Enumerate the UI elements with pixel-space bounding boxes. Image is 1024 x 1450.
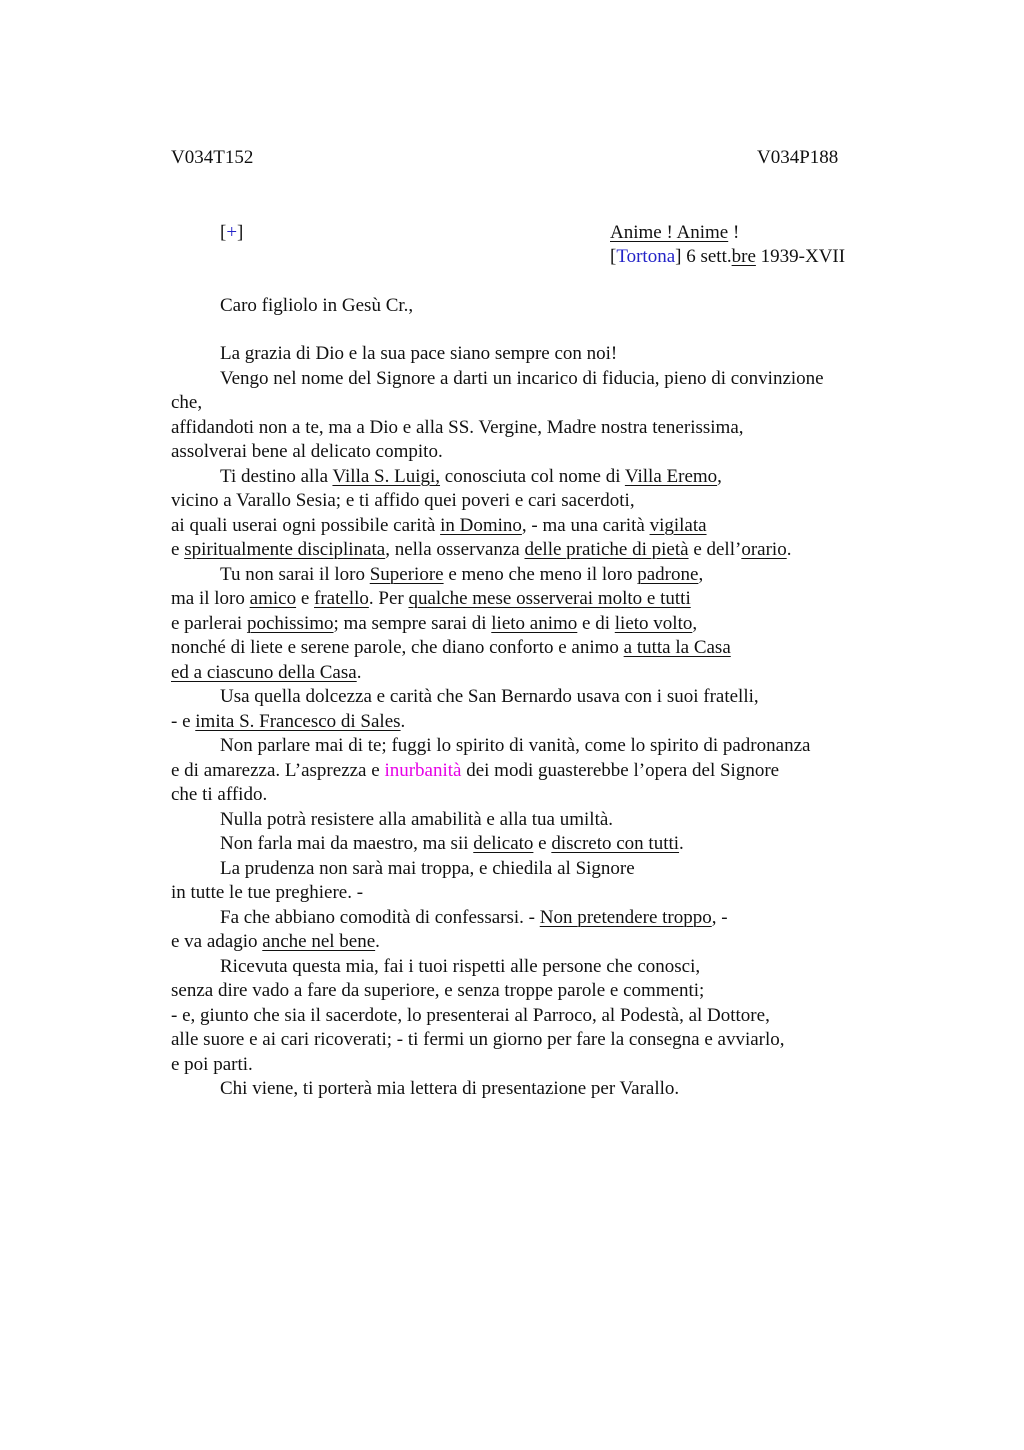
- cross-bracket-open: [: [220, 222, 227, 243]
- letter-line: assolverai bene al delicato compito.: [171, 441, 443, 462]
- underlined-text: delle pratiche di pietà: [524, 539, 689, 560]
- text-run: Non farla mai da maestro, ma sii: [220, 833, 474, 854]
- text-run: e meno che meno il loro: [443, 563, 638, 585]
- letter-line: Ricevuta questa mia, fai i tuoi rispetti alle persone che conosci,: [220, 955, 701, 977]
- text-run: - e: [171, 710, 196, 732]
- letter-line: - e, giunto che sia il sacerdote, lo presenterai al Parroco, al Podestà, al Dottore,: [171, 1004, 770, 1026]
- motto-line: [610, 222, 739, 244]
- letter-line: affidandoti non a te, ma a Dio e alla SS. Vergine, Madre nostra tenerissima,: [171, 416, 744, 438]
- underlined-text: orario: [741, 539, 787, 560]
- date-part-a: ] 6 sett.: [675, 246, 732, 267]
- letter-line: [171, 514, 911, 539]
- text-run: .: [375, 931, 380, 952]
- text-run: .: [400, 710, 406, 732]
- underlined-text: amico: [249, 588, 297, 609]
- letter-line: [171, 538, 911, 563]
- letter-line: vicino a Varallo Sesia; e ti affido quei poveri e cari sacerdoti,: [171, 490, 635, 511]
- text-run: Ti destino alla: [220, 465, 333, 487]
- cross-bracket-close: ]: [237, 222, 244, 243]
- text-run: e: [171, 539, 185, 560]
- text-run: e di amarezza. L’asprezza e: [171, 759, 385, 781]
- text-run: e: [296, 588, 315, 609]
- letter-line: e poi parti.: [171, 1053, 253, 1075]
- text-run: conosciuta col nome di: [440, 465, 625, 487]
- letter-line: [171, 587, 911, 612]
- underlined-text: fratello: [314, 588, 369, 609]
- underlined-text: ed a ciascuno della Casa: [171, 661, 357, 683]
- letter-line: La grazia di Dio e la sua pace siano sempre con noi!: [220, 343, 618, 364]
- letter-line: [171, 636, 911, 661]
- underlined-text: lieto animo: [491, 612, 578, 634]
- letter-line: alle suore e ai cari ricoverati; - ti fermi un giorno per fare la consegna e avviarlo,: [171, 1029, 785, 1050]
- letter-line: Vengo nel nome del Signore a darti un incarico di fiducia, pieno di convinzione: [220, 367, 824, 389]
- letter-line: in tutte le tue preghiere. -: [171, 882, 364, 903]
- underlined-text: anche nel bene: [262, 931, 376, 952]
- letter-line: La prudenza non sarà mai troppa, e chiedila al Signore: [220, 857, 635, 879]
- text-run: .: [679, 833, 684, 854]
- underlined-text: Superiore: [369, 563, 444, 585]
- salutation: Caro figliolo in Gesù Cr.,: [220, 295, 414, 316]
- letter-line: Chi viene, ti porterà mia lettera di presentazione per Varallo.: [220, 1078, 680, 1099]
- letter-line: [171, 832, 911, 857]
- text-run: nonché di liete e serene parole, che diano conforto e animo: [171, 637, 624, 658]
- letter-line: [171, 710, 911, 735]
- underlined-text: in Domino: [440, 514, 522, 536]
- letter-line: che,: [171, 392, 203, 413]
- underlined-text: Villa S. Luigi,: [332, 465, 441, 487]
- letter-line: senza dire vado a fare da superiore, e senza troppe parole e commenti;: [171, 980, 705, 1001]
- place-name: Tortona: [616, 246, 676, 267]
- right-document-code: V034P188: [757, 147, 839, 168]
- letter-line: [171, 930, 911, 955]
- letter-line: [171, 465, 911, 490]
- text-run: e dell’: [688, 539, 742, 560]
- letter-line: Non parlare mai di te; fuggi lo spirito di vanità, come lo spirito di padronanza: [220, 735, 811, 756]
- text-run: Tu non sarai il loro: [220, 563, 370, 585]
- underlined-text: spiritualmente disciplinata: [184, 539, 386, 560]
- letter-line: [171, 612, 911, 637]
- text-run: ,: [692, 612, 698, 634]
- text-run: Fa che abbiano comodità di confessarsi. -: [220, 906, 540, 928]
- underlined-text: qualche mese osserverai molto e tutti: [408, 588, 691, 609]
- underlined-text: vigilata: [649, 514, 707, 536]
- text-run: ,: [717, 465, 722, 487]
- underlined-text: a tutta la Casa: [623, 637, 731, 658]
- underlined-text: imita S. Francesco di Sales: [195, 710, 401, 732]
- place-bracket-open: [: [610, 246, 617, 267]
- text-run: . Per: [368, 588, 409, 609]
- text-run: e parlerai: [171, 612, 247, 634]
- cross-mark: [220, 222, 243, 244]
- letter-line: Nulla potrà resistere alla amabilità e alla tua umiltà.: [220, 808, 614, 830]
- highlighted-word: inurbanità: [384, 759, 462, 781]
- underlined-text: Non pretendere troppo: [539, 906, 712, 928]
- text-run: ma il loro: [171, 588, 250, 609]
- text-run: ,: [698, 563, 704, 585]
- letter-line: [171, 661, 911, 686]
- motto-end: !: [728, 222, 740, 243]
- underlined-text: delicato: [473, 833, 534, 854]
- text-run: .: [786, 539, 792, 560]
- letter-line: [171, 759, 911, 784]
- text-run: , nella osservanza: [385, 539, 525, 560]
- text-run: , -: [711, 906, 728, 928]
- letter-line: Usa quella dolcezza e carità che San Bernardo usava con i suoi fratelli,: [220, 686, 759, 707]
- underlined-text: lieto volto: [614, 612, 693, 634]
- underlined-text: Villa Eremo: [624, 465, 718, 487]
- text-run: dei modi guasterebbe l’opera del Signore: [461, 759, 780, 781]
- text-run: ; ma sempre sarai di: [333, 612, 492, 634]
- underlined-text: padrone: [637, 563, 699, 585]
- text-run: e: [533, 833, 552, 854]
- text-run: , - ma una carità: [521, 514, 650, 536]
- underlined-text: discreto con tutti: [551, 833, 680, 854]
- letter-line: che ti affido.: [171, 784, 268, 805]
- left-document-code: V034T152: [171, 147, 254, 168]
- underlined-text: pochissimo: [246, 612, 334, 634]
- letter-body: [171, 342, 911, 1102]
- cross-symbol: +: [226, 222, 238, 243]
- motto-text: Anime ! Anime: [610, 222, 729, 243]
- letter-line: [171, 906, 911, 931]
- text-run: e di: [577, 612, 615, 634]
- text-run: e va adagio: [171, 931, 263, 952]
- text-run: ai quali userai ogni possibile carità: [171, 514, 441, 536]
- letter-line: [171, 563, 911, 588]
- date-superscript-bre: bre: [731, 246, 756, 267]
- text-run: .: [356, 661, 362, 683]
- place-date-line: [610, 246, 845, 268]
- date-part-b: 1939-XVII: [755, 246, 846, 267]
